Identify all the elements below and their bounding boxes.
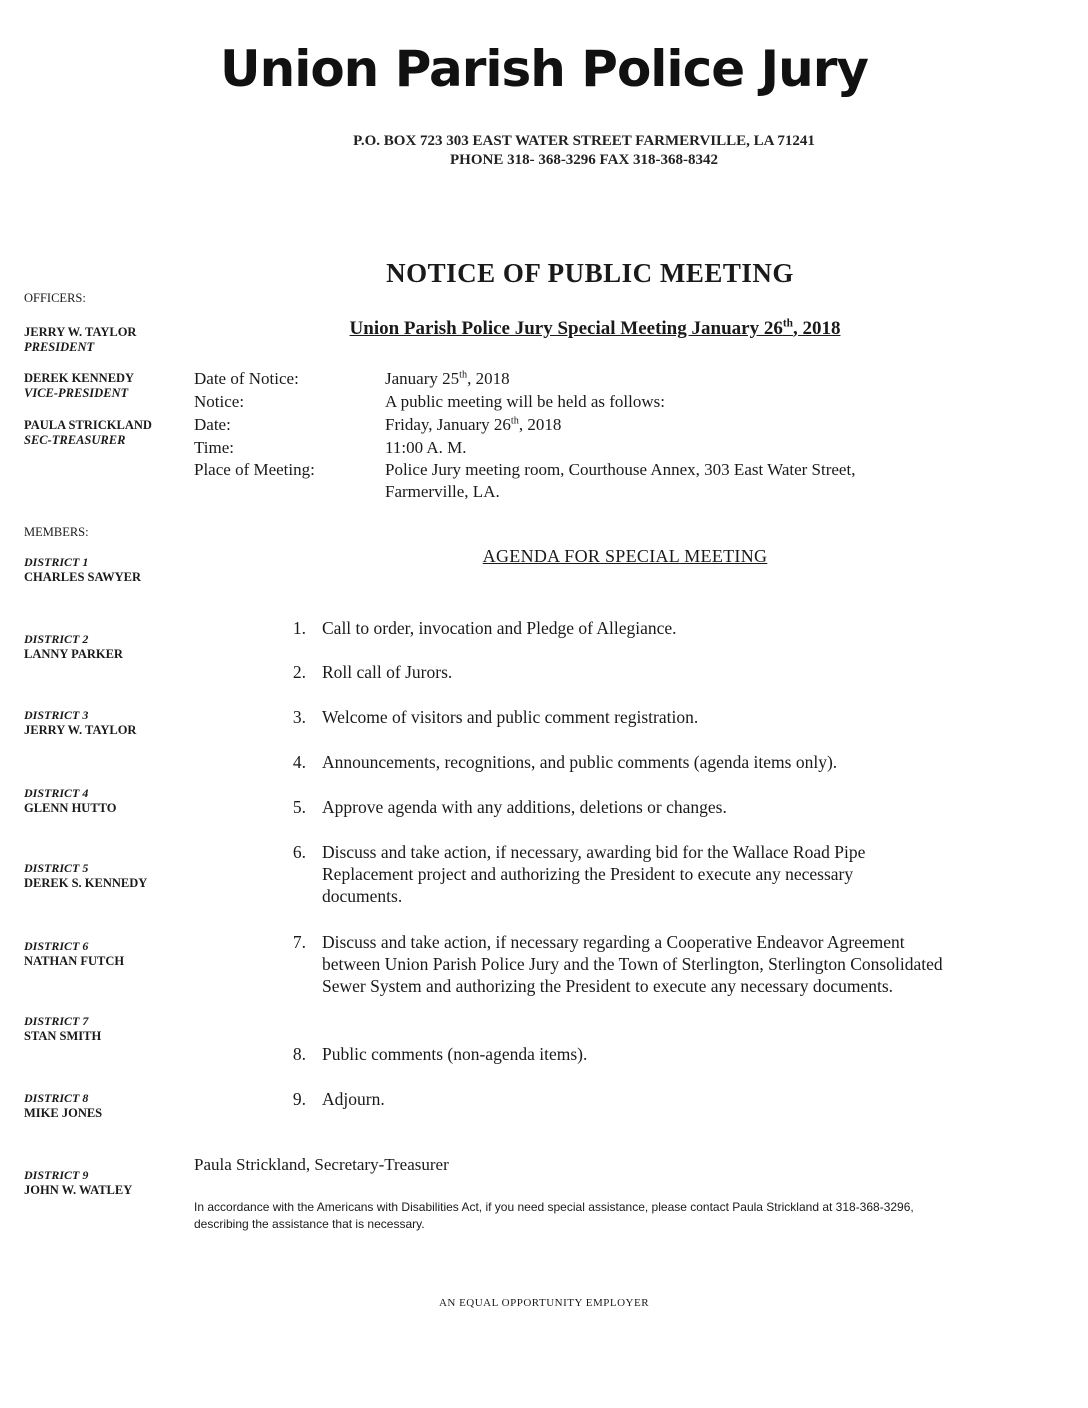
agenda-item-number: 2. <box>292 662 306 682</box>
detail-label: Time: <box>194 438 235 457</box>
member-district: DISTRICT 5 <box>24 861 89 875</box>
officer-name: DEREK KENNEDY <box>24 371 135 385</box>
member-name: MIKE JONES <box>24 1106 103 1120</box>
detail-value: Police Jury meeting room, Courthouse Annex, 303 East Water Street, Farmerville, LA. <box>385 460 856 501</box>
agenda-item-text: Welcome of visitors and public comment registration. <box>322 707 699 727</box>
member-name: NATHAN FUTCH <box>24 954 125 968</box>
agenda-item-text: Discuss and take action, if necessary regarding a Cooperative Endeavor Agreement between Union Parish Police Jury and the Town of Sterlington, Sterlington Consolidated Sewer System and authorizing the President to execute any necessary documents. <box>322 932 943 996</box>
agenda-item-number: 9. <box>292 1089 306 1109</box>
member-entry <box>24 555 184 585</box>
detail-value: January 25th, 2018 <box>385 369 510 388</box>
meeting-title: Union Parish Police Jury Special Meeting January 26th, 2018 <box>349 317 841 339</box>
mailing-address: P.O. BOX 723 303 EAST WATER STREET FARMERVILLE, LA 71241 <box>353 133 815 149</box>
officer-role: SEC-TREASURER <box>24 433 126 447</box>
member-district: DISTRICT 3 <box>24 708 89 722</box>
member-district: DISTRICT 2 <box>24 632 89 646</box>
officer-entry <box>24 371 184 401</box>
notice-title: NOTICE OF PUBLIC MEETING <box>386 258 794 288</box>
officer-entry <box>24 418 184 448</box>
member-name: JOHN W. WATLEY <box>24 1183 133 1197</box>
member-entry <box>24 786 184 816</box>
member-entry <box>24 1168 184 1198</box>
detail-label: Notice: <box>194 392 245 411</box>
agenda-item-text: Announcements, recognitions, and public comments (agenda items only). <box>322 752 838 772</box>
officers-header: OFFICERS: <box>24 291 86 305</box>
equal-opportunity-footer: AN EQUAL OPPORTUNITY EMPLOYER <box>438 1297 650 1309</box>
agenda-item-number: 8. <box>292 1044 306 1064</box>
detail-label: Date of Notice: <box>194 369 299 388</box>
agenda-item-text: Approve agenda with any additions, deletions or changes. <box>322 797 727 817</box>
member-district: DISTRICT 9 <box>24 1168 89 1182</box>
member-name: LANNY PARKER <box>24 647 123 661</box>
member-name: GLENN HUTTO <box>24 801 117 815</box>
agenda-item-number: 5. <box>292 797 306 817</box>
agenda-item-number: 7. <box>292 932 306 952</box>
member-entry <box>24 939 184 969</box>
officer-name: PAULA STRICKLAND <box>24 418 152 432</box>
agenda-item-number: 3. <box>292 707 306 727</box>
detail-value: 11:00 A. M. <box>385 438 467 457</box>
agenda-item-number: 4. <box>292 752 306 772</box>
detail-value: Friday, January 26th, 2018 <box>385 415 562 434</box>
agenda-item-text: Adjourn. <box>322 1089 385 1109</box>
member-name: JERRY W. TAYLOR <box>24 723 137 737</box>
member-entry <box>24 708 184 738</box>
agenda-item-text: Roll call of Jurors. <box>322 662 453 682</box>
agenda-item-text: Discuss and take action, if necessary, awarding bid for the Wallace Road Pipe Replacement project and authorizing the President to execute any necessary documents. <box>322 842 866 906</box>
organization-title: Union Parish Police Jury <box>220 40 868 98</box>
officer-entry <box>24 325 184 355</box>
detail-value: A public meeting will be held as follows: <box>385 392 665 411</box>
officer-role: VICE-PRESIDENT <box>24 386 129 400</box>
officer-name: JERRY W. TAYLOR <box>24 325 137 339</box>
member-entry <box>24 632 184 662</box>
officer-role: PRESIDENT <box>24 340 95 354</box>
ada-notice: In accordance with the Americans with Disabilities Act, if you need special assistance, please contact Paula Strickland at 318-368-3296, describing the assistance that is necessary. <box>194 1200 914 1231</box>
member-district: DISTRICT 4 <box>24 786 89 800</box>
detail-label: Place of Meeting: <box>194 460 315 479</box>
member-district: DISTRICT 7 <box>24 1014 89 1028</box>
member-district: DISTRICT 6 <box>24 939 89 953</box>
member-district: DISTRICT 1 <box>24 555 89 569</box>
members-header: MEMBERS: <box>24 525 89 539</box>
agenda-item-text: Call to order, invocation and Pledge of Allegiance. <box>322 618 677 638</box>
member-entry <box>24 1091 184 1121</box>
member-name: DEREK S. KENNEDY <box>24 876 148 890</box>
agenda-item-number: 1. <box>292 618 306 638</box>
signature-line: Paula Strickland, Secretary-Treasurer <box>194 1155 449 1174</box>
agenda-item-number: 6. <box>292 842 306 862</box>
member-entry <box>24 1014 184 1044</box>
member-entry <box>24 861 184 891</box>
agenda-item-text: Public comments (non-agenda items). <box>322 1044 588 1064</box>
member-name: CHARLES SAWYER <box>24 570 142 584</box>
detail-label: Date: <box>194 415 231 434</box>
agenda-title: AGENDA FOR SPECIAL MEETING <box>482 546 768 566</box>
member-name: STAN SMITH <box>24 1029 102 1043</box>
member-district: DISTRICT 8 <box>24 1091 89 1105</box>
phone-fax: PHONE 318- 368-3296 FAX 318-368-8342 <box>449 152 719 168</box>
